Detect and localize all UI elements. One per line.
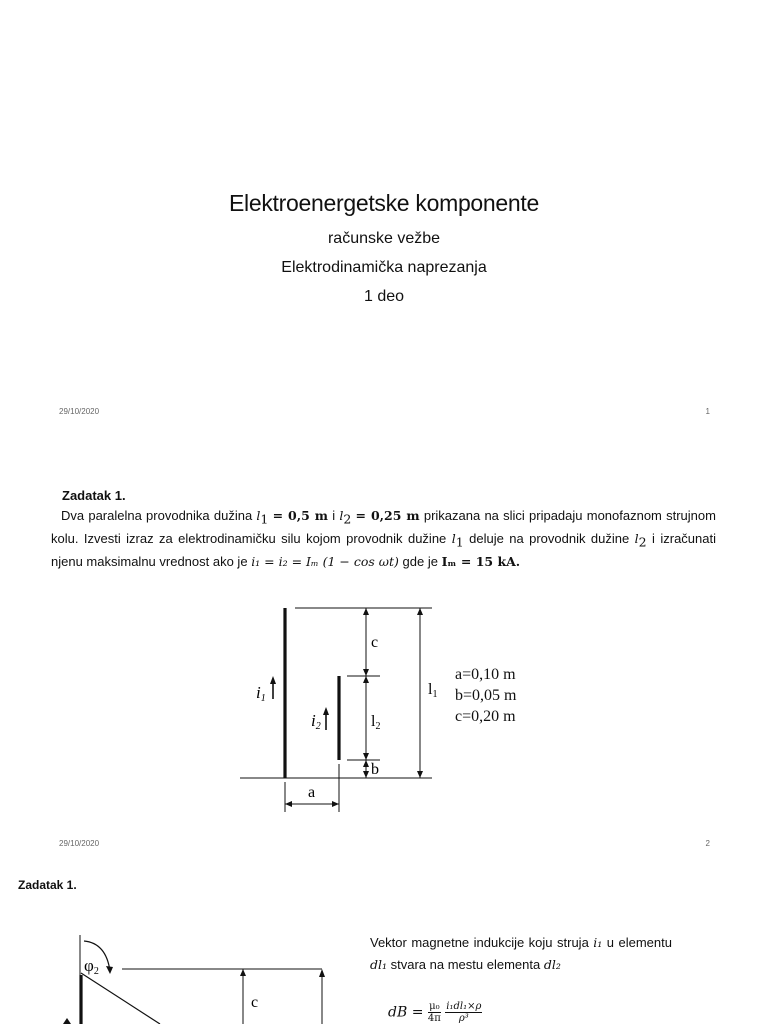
math-l2: l	[634, 531, 639, 547]
task-text-and: i	[332, 508, 336, 523]
formula-lhs: dB =	[388, 1004, 424, 1021]
coef-denominator: 4π	[427, 1013, 441, 1024]
param-a: a=0,10 m	[455, 666, 516, 683]
label-l2: l2	[371, 713, 381, 732]
task-text-part: deluje na provodnik dužine	[469, 531, 630, 547]
param-c: c=0,20 m	[455, 708, 516, 725]
math-im-value: Iₘ = 15 kA.	[441, 554, 521, 570]
math-i1: i₁	[593, 935, 603, 950]
conductor-diagram	[230, 596, 445, 818]
slide-date: 29/10/2020	[59, 407, 100, 416]
task-text-part: gde je	[402, 554, 438, 570]
math-current-formula: i₁ = i₂ = Iₘ (1 − cos ωt)	[251, 554, 399, 570]
presentation-subtitle: računske vežbe	[327, 230, 441, 247]
label-i1: i1	[256, 683, 266, 704]
label-i2: i2	[311, 711, 321, 732]
formula-fraction	[445, 1001, 482, 1024]
math-l2: l	[339, 508, 344, 523]
fraction-numerator: i₁dl₁×ρ	[446, 1001, 482, 1012]
slide-number: 1	[705, 407, 710, 416]
parameter-list	[455, 664, 516, 727]
part-line: 1 deo	[363, 288, 405, 305]
task-heading: Zadatak 1.	[18, 878, 77, 892]
label-b: b	[371, 761, 379, 778]
label-c: c	[371, 634, 379, 651]
math-l2-sub: 2	[343, 511, 352, 527]
topic-line: Elektrodinamička naprezanja	[281, 259, 487, 276]
presentation-title: Elektroenergetske komponente	[229, 190, 539, 216]
formula-coefficient	[428, 1001, 441, 1024]
math-l1-value: = 0,5 m	[272, 508, 328, 523]
slide-number: 2	[705, 839, 710, 848]
math-l1: l	[256, 508, 261, 523]
math-l1: l	[451, 531, 456, 547]
task-statement	[51, 506, 716, 572]
slide-date: 29/10/2020	[59, 839, 100, 848]
label-l1: l1	[428, 681, 438, 700]
param-b: b=0,05 m	[455, 687, 517, 704]
task-text-part: i izračunati njenu maksimalnu vrednost ako je	[51, 531, 716, 570]
description-part: stvara na mestu elementa	[390, 957, 541, 972]
geometry-diagram	[40, 925, 340, 1024]
fraction-denominator: ρ³	[458, 1013, 469, 1024]
math-dl2: dl₂	[543, 957, 561, 972]
biot-savart-formula	[388, 1001, 482, 1024]
math-l1-sub: 1	[260, 511, 269, 527]
task-text-part: prikazana na slici pripadaju monofaznom strujnom kolu. Izvesti izraz za elektrodinamičku silu kojom provodnik dužine	[51, 508, 716, 547]
description-part: u elementu	[606, 935, 672, 950]
task-heading: Zadatak 1.	[62, 488, 126, 503]
math-l2-sub: 2	[638, 534, 647, 550]
slide-1	[0, 0, 768, 432]
math-dl1: dl₁	[370, 957, 388, 972]
rho-line	[81, 973, 160, 1024]
task-text-part: Dva paralelna provodnika dužina	[61, 508, 253, 523]
label-a: a	[308, 784, 316, 801]
description-part: Vektor magnetne indukcije koju struja	[370, 935, 589, 950]
coef-numerator: μ₀	[429, 1001, 440, 1012]
induction-description	[370, 932, 672, 976]
math-l1-sub: 1	[455, 534, 464, 550]
label-phi2: φ2	[84, 956, 99, 977]
label-c: c	[251, 994, 259, 1011]
math-l2-value: = 0,25 m	[355, 508, 420, 523]
